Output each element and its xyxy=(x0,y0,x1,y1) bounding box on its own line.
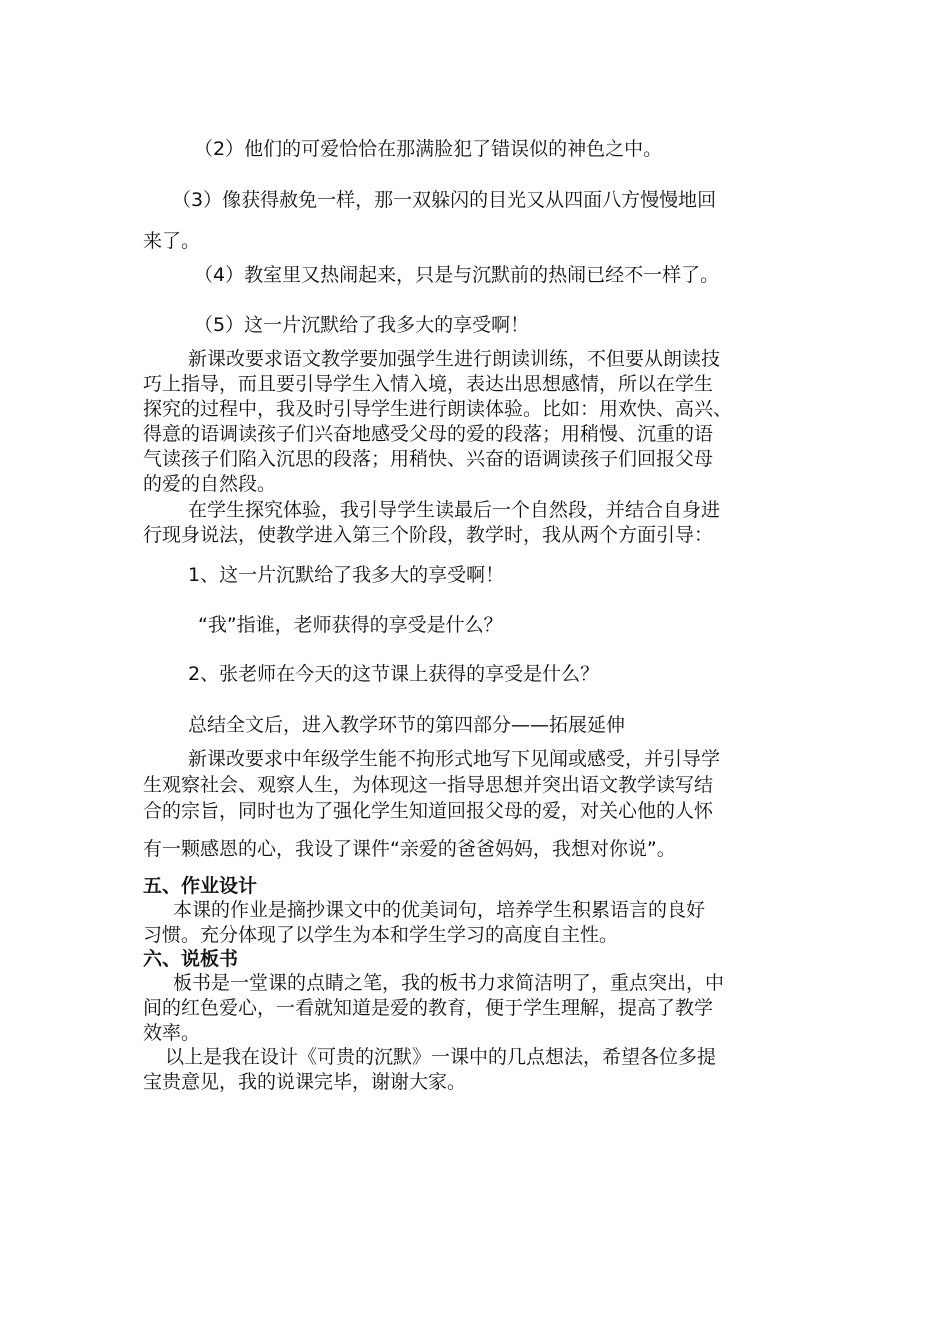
closing-paragraph xyxy=(143,1045,811,1095)
stage-three-paragraph xyxy=(143,498,811,548)
paragraph-line: 气读孩子们陷入沉思的段落；用稍快、兴奋的语调读孩子们回报父母 xyxy=(143,448,714,470)
paragraph-line: 本课的作业是摘抄课文中的优美词句，培养学生积累语言的良好 xyxy=(173,899,706,921)
paragraph-line: 新课改要求语文教学要加强学生进行朗读训练，不但要从朗读技 xyxy=(188,348,721,370)
paragraph-line: 在学生探究体验，我引导学生读最后一个自然段，并结合自身进 xyxy=(188,499,721,521)
paragraph-line: 板书是一堂课的点睛之笔，我的板书力求简洁明了，重点突出，中 xyxy=(173,972,725,994)
example-sentence-2: （2）他们的可爱恰恰在那满脸犯了错误似的神色之中。 xyxy=(194,138,663,160)
paragraph-line: 得意的语调读孩子们兴奋地感受父母的爱的段落；用稍慢、沉重的语 xyxy=(143,423,714,445)
paragraph-line: 间的红色爱心，一看就知道是爱的教育，便于学生理解，提高了教学 xyxy=(143,997,714,1019)
extension-paragraph-line1: 新课改要求中年级学生能不拘形式地写下见闻或感受，并引导学 xyxy=(188,748,721,770)
summary-line: 总结全文后，进入教学环节的第四部分——拓展延伸 xyxy=(188,714,626,736)
guide-question-1-sub: “我”指谁，老师获得的享受是什么？ xyxy=(198,614,503,636)
paragraph-line: 的爱的自然段。 xyxy=(143,473,277,495)
paragraph-line: 习惯。充分体现了以学生为本和学生学习的高度自主性。 xyxy=(143,924,619,946)
example-sentence-3-line2: 来了。 xyxy=(143,230,201,252)
extension-paragraph-line3: 合的宗旨，同时也为了强化学生知道回报父母的爱，对关心他的人怀 xyxy=(143,800,714,822)
extension-paragraph-line4: 有一颗感恩的心，我设了课件“亲爱的爸爸妈妈，我想对你说”。 xyxy=(143,838,676,860)
blackboard-paragraph xyxy=(143,971,811,1046)
paragraph-line: 以上是我在设计《可贵的沉默》一课中的几点想法，希望各位多提 xyxy=(165,1046,717,1068)
paragraph-line: 宝贵意见，我的说课完毕，谢谢大家。 xyxy=(143,1071,467,1093)
extension-paragraph-line2: 生观察社会、观察人生，为体现这一指导思想并突出语文教学读写结 xyxy=(143,774,714,796)
paragraph-line: 探究的过程中，我及时引导学生进行朗读体验。比如：用欢快、高兴、 xyxy=(143,398,733,420)
guide-question-1: 1、这一片沉默给了我多大的享受啊！ xyxy=(188,564,505,586)
example-sentence-3-line1: （3）像获得赦免一样，那一双躲闪的目光又从四面八方慢慢地回 xyxy=(172,189,717,211)
paragraph-line: 巧上指导，而且要引导学生入情入境，表达出思想感情，所以在学生 xyxy=(143,373,714,395)
example-sentence-5: （5）这一片沉默给了我多大的享受啊！ xyxy=(194,314,530,336)
reading-training-paragraph xyxy=(143,347,811,497)
guide-question-2: 2、张老师在今天的这节课上获得的享受是什么？ xyxy=(188,663,600,685)
homework-paragraph xyxy=(143,898,811,948)
paragraph-line: 效率。 xyxy=(143,1022,201,1044)
section-heading-homework: 五、作业设计 xyxy=(143,875,258,897)
paragraph-line: 行现身说法，使教学进入第三个阶段，教学时，我从两个方面引导： xyxy=(143,524,714,546)
section-heading-blackboard: 六、说板书 xyxy=(143,948,239,970)
example-sentence-4: （4）教室里又热闹起来，只是与沉默前的热闹已经不一样了。 xyxy=(194,264,720,286)
